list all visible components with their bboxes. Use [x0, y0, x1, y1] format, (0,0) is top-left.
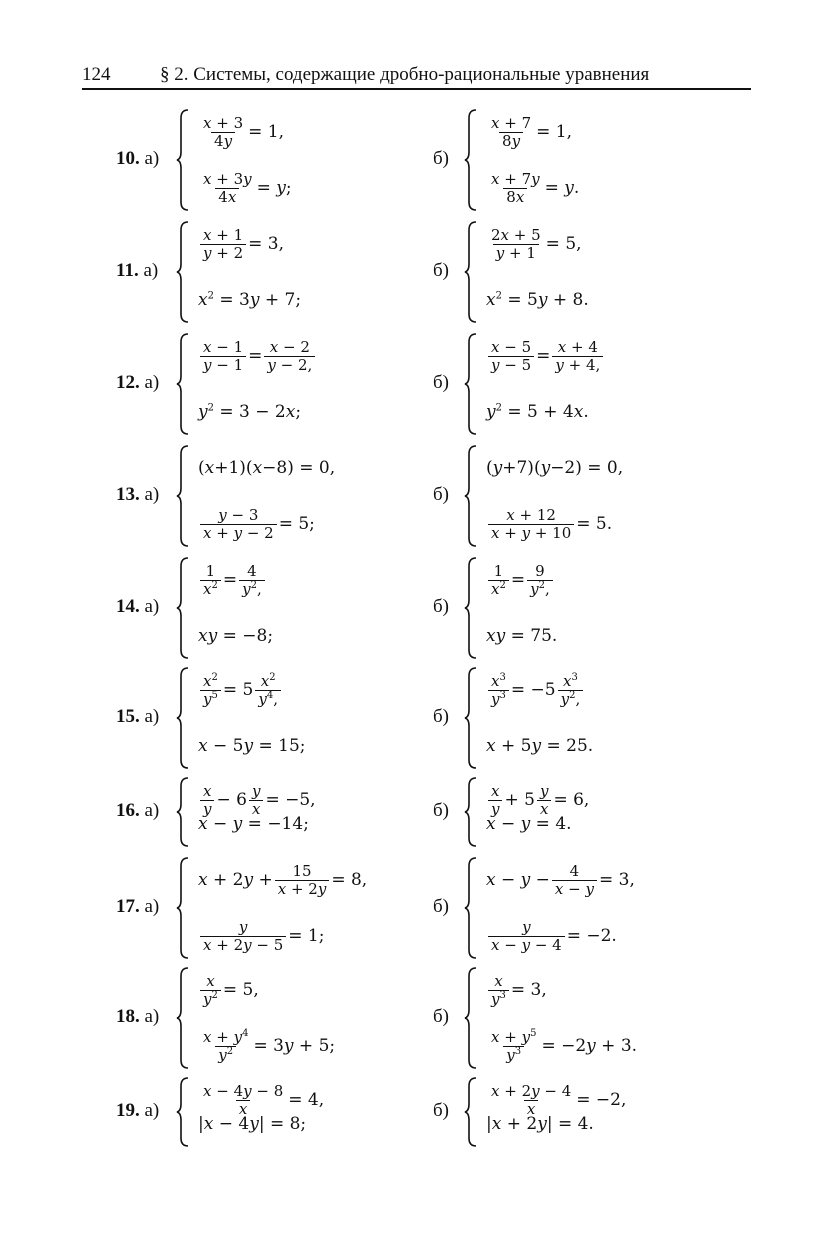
part-a-label: а): [144, 1006, 160, 1027]
equation-line: $\frac{x + 2y - 4}{x}$ = −2,: [491, 1081, 627, 1118]
equation-system-a: [176, 1076, 476, 1148]
equation-system-b: [464, 1076, 764, 1148]
equation-system-a: [176, 776, 476, 848]
equation-line: xy = −8;: [198, 626, 274, 646]
equation-line: x − y = −14;: [198, 814, 309, 834]
equation-line: $\frac{2x + 5}{y + 1}$ = 5,: [491, 225, 582, 262]
problem-number: 10.: [116, 148, 140, 169]
equation-line: $\frac{x + 3}{4y}$ = 1,: [203, 113, 284, 150]
equation-system-b: [464, 776, 764, 848]
part-a-label: а): [144, 372, 160, 393]
equation-line: x − 5y = 15;: [198, 736, 306, 756]
equation-line: $\frac{x}{y^3}$ = 3,: [486, 970, 547, 1010]
equation-system-a: [176, 220, 476, 324]
problem-11: [0, 220, 827, 324]
system-brace-icon: [464, 220, 478, 324]
system-brace-icon: [176, 444, 190, 548]
problem-number-label: [116, 1006, 159, 1028]
equation-system-a: [176, 966, 476, 1070]
equation-line: $\frac{1}{x^2}$ = $\frac{4}{y^2,}$: [198, 560, 267, 600]
part-b-label: б): [433, 260, 449, 281]
problem-number-label: [116, 484, 159, 506]
equation-line: $\frac{y - 3}{x + y - 2}$ = 5;: [198, 504, 315, 544]
equation-system-a: [176, 856, 476, 960]
problem-number: 17.: [116, 896, 140, 917]
problem-14: [0, 556, 827, 660]
equation-line: $\frac{x + 1}{y + 2}$ = 3,: [198, 224, 284, 264]
problem-number-label: [116, 706, 159, 728]
problem-number: 18.: [116, 1006, 140, 1027]
system-brace-icon: [176, 332, 190, 436]
part-b-label: б): [433, 148, 449, 169]
system-brace-icon: [464, 108, 478, 212]
equation-line: $\frac{x + y^4}{y^2}$ = 3y + 5;: [203, 1027, 336, 1064]
system-brace-icon: [464, 856, 478, 960]
equation-system-a: [176, 332, 476, 436]
equation-line: $\frac{1}{x^2}$ = $\frac{9}{y^2,}$: [486, 560, 555, 600]
problem-17: [0, 856, 827, 960]
system-brace-icon: [176, 556, 190, 660]
system-brace-icon: [176, 666, 190, 770]
equation-line: $\frac{x}{y}$ − 6 $\frac{y}{x}$ = −5,: [198, 780, 316, 820]
part-b-label: б): [433, 800, 449, 821]
problem-number: 15.: [116, 706, 140, 727]
equation-system-b: [464, 332, 764, 436]
part-b-label: б): [433, 1100, 449, 1121]
system-brace-icon: [176, 776, 190, 848]
equation-line: (y+7)(y−2) = 0,: [486, 458, 624, 478]
problem-15: [0, 666, 827, 770]
equation-line: $\frac{x - 1}{y - 1}$ = $\frac{x - 2}{y - 2,}$: [198, 336, 317, 376]
part-b-label: б): [433, 372, 449, 393]
problem-number-label: [116, 372, 159, 394]
equation-line: $\frac{x + 7y}{8x}$ = y.: [491, 169, 580, 206]
problem-number: 12.: [116, 372, 140, 393]
equation-line: $\frac{y}{x + 2y - 5}$ = 1;: [198, 916, 324, 956]
system-brace-icon: [464, 666, 478, 770]
problem-number-label: [116, 1100, 159, 1122]
problem-12: [0, 332, 827, 436]
equation-system-a: [176, 108, 476, 212]
equation-line: x − y − $\frac{4}{x - y}$ = 3,: [486, 861, 635, 898]
equation-line: x + 2y + $\frac{15}{x + 2y}$ = 8,: [198, 861, 368, 898]
part-a-label: а): [144, 148, 160, 169]
problem-number-label: [116, 596, 159, 618]
equation-system-b: [464, 556, 764, 660]
system-brace-icon: [176, 108, 190, 212]
equation-line: $\frac{x^3}{y^3}$ = −5 $\frac{x^3}{y^2,}$: [486, 670, 585, 710]
part-a-label: а): [144, 596, 160, 617]
equation-system-a: [176, 444, 476, 548]
equation-line: $\frac{x + y^5}{y^3}$ = −2y + 3.: [491, 1027, 638, 1064]
equation-system-b: [464, 966, 764, 1070]
system-brace-icon: [176, 856, 190, 960]
part-a-label: а): [143, 260, 159, 281]
equation-line: $\frac{x - 4y - 8}{x}$ = 4,: [203, 1081, 325, 1118]
system-brace-icon: [176, 220, 190, 324]
equation-line: |x + 2y| = 4.: [486, 1114, 594, 1134]
equation-line: xy = 75.: [486, 626, 558, 646]
problem-number: 19.: [116, 1100, 140, 1121]
equation-line: $x^2 = 5y + 8$.: [486, 290, 589, 310]
problem-10: [0, 108, 827, 212]
system-brace-icon: [464, 966, 478, 1070]
equation-system-b: [464, 108, 764, 212]
part-b-label: б): [433, 596, 449, 617]
system-brace-icon: [464, 332, 478, 436]
equation-system-b: [464, 856, 764, 960]
equation-line: $\frac{x + 7}{8y}$ = 1,: [491, 113, 572, 150]
page-number: 124: [82, 64, 111, 85]
equation-system-b: [464, 666, 764, 770]
equation-line: $y^2 = 5 + 4x$.: [486, 402, 589, 422]
part-a-label: а): [144, 1100, 160, 1121]
section-title: § 2. Системы, содержащие дробно-рациональные уравнения: [160, 64, 650, 85]
equation-line: $\frac{x + 12}{x + y + 10}$ = 5.: [486, 504, 612, 544]
equation-line: |x − 4y| = 8;: [198, 1114, 307, 1134]
problem-number-label: [116, 896, 159, 918]
part-a-label: а): [144, 484, 160, 505]
equation-system-b: [464, 444, 764, 548]
equation-line: $\frac{x}{y}$ + 5 $\frac{y}{x}$ = 6,: [486, 780, 589, 820]
part-b-label: б): [433, 896, 449, 917]
part-a-label: а): [144, 706, 160, 727]
equation-line: (x+1)(x−8) = 0,: [198, 458, 336, 478]
problem-number: 16.: [116, 800, 140, 821]
equation-line: $y^2 = 3 - 2x$;: [198, 402, 302, 422]
equation-line: x − y = 4.: [486, 814, 572, 834]
system-brace-icon: [176, 966, 190, 1070]
system-brace-icon: [464, 444, 478, 548]
system-brace-icon: [464, 556, 478, 660]
equation-line: $\frac{x}{y^2}$ = 5,: [198, 970, 259, 1010]
problem-18: [0, 966, 827, 1070]
equation-system-b: [464, 220, 764, 324]
problem-13: [0, 444, 827, 548]
equation-line: $\frac{x + 3y}{4x}$ = y;: [203, 169, 292, 206]
part-a-label: а): [144, 896, 160, 917]
part-b-label: б): [433, 706, 449, 727]
system-brace-icon: [464, 1076, 478, 1148]
equation-line: $\frac{x - 5}{y - 5}$ = $\frac{x + 4}{y + 4,}$: [486, 336, 605, 376]
problem-19: [0, 1076, 827, 1148]
problem-16: [0, 776, 827, 848]
equation-line: x + 5y = 25.: [486, 736, 594, 756]
equation-system-a: [176, 556, 476, 660]
page-header: [82, 62, 751, 90]
part-b-label: б): [433, 484, 449, 505]
problem-number-label: [116, 800, 159, 822]
part-b-label: б): [433, 1006, 449, 1027]
system-brace-icon: [176, 1076, 190, 1148]
problem-number: 14.: [116, 596, 140, 617]
part-a-label: а): [144, 800, 160, 821]
equation-line: $\frac{y}{x - y - 4}$ = −2.: [486, 916, 617, 956]
problem-number-label: [116, 148, 159, 170]
system-brace-icon: [464, 776, 478, 848]
problem-number: 13.: [116, 484, 140, 505]
equation-line: $x^2 = 3y + 7$;: [198, 290, 302, 310]
problem-number: 11.: [116, 260, 139, 281]
equation-system-a: [176, 666, 476, 770]
problem-number-label: [116, 260, 158, 282]
equation-line: $\frac{x^2}{y^5}$ = 5 $\frac{x^2}{y^4,}$: [198, 670, 283, 710]
